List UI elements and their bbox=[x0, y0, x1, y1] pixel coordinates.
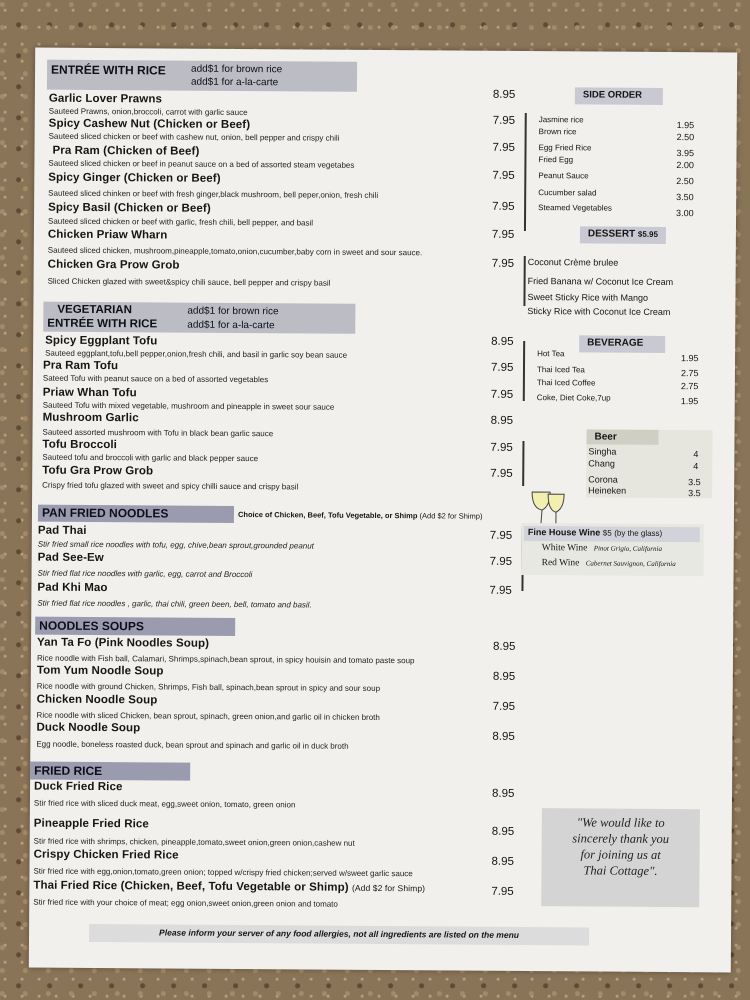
beer-item-name: Heineken bbox=[588, 485, 627, 496]
wine-title: Fine House Wine bbox=[527, 527, 601, 538]
side-item-name: Fried Egg bbox=[538, 155, 574, 165]
menu-item-name: Spicy Ginger (Chicken or Beef) bbox=[48, 171, 221, 185]
noodles-title: PAN FRIED NOODLES bbox=[41, 505, 169, 521]
menu-item-desc: Stir fried rice with your choice of meat; egg onion,sweet onion,green onion and tomato bbox=[33, 897, 338, 909]
menu-item-price: 7.95 bbox=[492, 700, 516, 713]
side-item-name: Cucumber salad bbox=[538, 188, 597, 198]
menu-page bbox=[29, 48, 737, 973]
side-item-name: Peanut Sauce bbox=[538, 171, 589, 181]
beverage-item-price: 1.95 bbox=[680, 396, 699, 407]
menu-item-desc: Stir fried rice with sliced duck meat, egg,sweet onion, tomato, green onion bbox=[33, 798, 296, 810]
beer-title: Beer bbox=[594, 431, 617, 443]
menu-item-name: Pra Ram Tofu bbox=[42, 359, 119, 373]
vegetarian-note-alacarte: add$1 for a-la-carte bbox=[187, 319, 275, 332]
thank-you-box bbox=[541, 808, 700, 907]
column-divider bbox=[523, 341, 525, 401]
thank-you-line: Thai Cottage". bbox=[583, 863, 658, 878]
menu-item-desc: Sateed Tofu with peanut sauce on a bed of assorted vegetables bbox=[42, 373, 269, 385]
thank-you-line: for joining us at bbox=[580, 847, 661, 862]
menu-item-price: 8.95 bbox=[493, 640, 516, 653]
menu-item-price: 7.95 bbox=[489, 584, 512, 597]
beer-item-name: Chang bbox=[588, 458, 615, 469]
menu-item-name: Mushroom Garlic bbox=[42, 411, 139, 425]
dessert-item: Sticky Rice with Coconut Ice Cream bbox=[527, 306, 671, 318]
dessert-item: Sweet Sticky Rice with Mango bbox=[527, 292, 649, 303]
menu-item-price: 7.95 bbox=[491, 228, 515, 241]
side-item-price: 2.00 bbox=[676, 160, 694, 171]
menu-item-desc: Sauteed sliced chicken or beef with cashew nut, onion, bell pepper and crispy chili bbox=[48, 131, 340, 143]
wine-item bbox=[542, 543, 662, 554]
menu-item-name: Spicy Basil (Chicken or Beef) bbox=[48, 201, 211, 215]
menu-item-desc: Stir fried flat rice noodles , garlic, thai chili, green been, bell, tomato and basil. bbox=[37, 598, 312, 610]
column-divider bbox=[522, 441, 524, 486]
menu-item-price: 7.95 bbox=[492, 169, 515, 182]
side-item-name: Jasmine rice bbox=[538, 115, 584, 125]
menu-item-price: 7.95 bbox=[492, 141, 515, 154]
beverage-title: BEVERAGE bbox=[587, 337, 644, 349]
side-item-price: 3.00 bbox=[676, 208, 694, 219]
allergy-footer bbox=[89, 924, 589, 945]
wine-note: (by the glass) bbox=[614, 528, 663, 538]
wine-item-desc: Pinot Grigio, California bbox=[593, 544, 663, 553]
menu-item-price: 7.95 bbox=[490, 361, 514, 374]
menu-item-desc: Sauteed sliced chicken or beef in peanut sauce on a bed of assorted steam vegetabes bbox=[48, 158, 355, 170]
column-divider bbox=[524, 113, 526, 231]
menu-item-desc: Crispy fried tofu glazed with sweet and spicy chilli sauce and crispy basil bbox=[42, 480, 299, 492]
menu-item-price: 7.95 bbox=[492, 114, 516, 127]
beverage-item-price: 1.95 bbox=[681, 353, 699, 364]
menu-item-price: 8.95 bbox=[490, 414, 514, 427]
dessert-title: DESSERT bbox=[587, 228, 636, 240]
vegetarian-subtitle: ENTRÉE WITH RICE bbox=[47, 317, 158, 331]
menu-item-name: Tofu Broccoli bbox=[42, 438, 118, 452]
beverage-item-name: Thai Iced Coffee bbox=[536, 378, 596, 388]
menu-item-name: Crispy Chicken Fried Rice bbox=[33, 848, 179, 862]
menu-item-desc: Stir fried rice with shrimps, chicken, pineapple,tomato,sweet onion,green onion,cashew nut bbox=[33, 836, 355, 848]
menu-item-price: 7.95 bbox=[491, 257, 515, 270]
side-item-price: 3.50 bbox=[676, 192, 694, 203]
side-order-header bbox=[575, 87, 663, 105]
menu-item-price: 7.95 bbox=[491, 885, 514, 898]
column-divider bbox=[523, 256, 525, 306]
menu-item-name: Duck Noodle Soup bbox=[36, 721, 141, 735]
menu-item-price: 8.95 bbox=[491, 855, 514, 868]
menu-item-desc: Sauteed sliced chicken, mushroom,pineapple,tomato,onion,cucumber,baby corn in sweet and sour sauce. bbox=[47, 245, 423, 258]
side-item-price: 3.95 bbox=[676, 148, 695, 159]
menu-item-desc: Stir fried flat rice noodles with garlic, egg, carrot and Broccoli bbox=[37, 568, 253, 580]
menu-item-desc: Rice noodle with sliced Chicken, bean sprout, spinach, green onion,and garlic oil in chicken broth bbox=[36, 710, 380, 722]
menu-item-name: Pineapple Fried Rice bbox=[33, 817, 149, 831]
menu-item-desc: Sauteed eggplant,tofu,bell pepper,onion,fresh chili, and basil in garlic soy bean sauce bbox=[45, 348, 348, 360]
fried-rice-title: FRIED RICE bbox=[34, 763, 103, 779]
menu-item-price: 7.95 bbox=[492, 200, 515, 213]
menu-item-name: Chicken Gra Prow Grob bbox=[47, 258, 180, 272]
wine-item-desc: Cabernet Sauvignon, California bbox=[585, 559, 676, 569]
wine-price: $5 bbox=[602, 528, 612, 538]
menu-item-desc: Rice noodle with ground Chicken, Shrimps, Fish ball, spinach,bean sprout in spicy and sour soup bbox=[36, 681, 381, 693]
menu-item-name: Pad Khi Mao bbox=[37, 581, 108, 595]
menu-item-price: 7.95 bbox=[490, 467, 513, 480]
menu-item-desc: Sauteed assorted mushroom with Tofu in black bean garlic sauce bbox=[42, 427, 274, 439]
noodles-header bbox=[38, 505, 234, 523]
side-item-name: Brown rice bbox=[538, 127, 577, 137]
side-order-title: SIDE ORDER bbox=[582, 89, 643, 101]
entree-note-alacarte: add$1 for a-la-carte bbox=[190, 76, 279, 89]
wine-item bbox=[542, 558, 676, 569]
noodles-note bbox=[238, 510, 483, 521]
vegetarian-title: VEGETARIAN bbox=[57, 303, 132, 317]
menu-item-name: Tom Yum Noodle Soup bbox=[36, 664, 164, 678]
menu-item-name: Chicken Noodle Soup bbox=[36, 693, 158, 707]
beer-item-price: 4 bbox=[693, 461, 699, 472]
vegetarian-note-brown: add$1 for brown rice bbox=[187, 305, 279, 318]
fried-rice-header bbox=[30, 762, 190, 781]
entree-title: ENTRÉE WITH RICE bbox=[51, 62, 166, 78]
menu-item-name: Tofu Gra Prow Grob bbox=[42, 464, 154, 478]
beer-item-price: 4 bbox=[693, 449, 699, 460]
menu-item-name: Chicken Priaw Wharn bbox=[47, 228, 168, 242]
menu-item-name-text: Thai Fried Rice (Chicken, Beef, Tofu Vegetable or Shimp) bbox=[33, 879, 349, 894]
thank-you-line: sincerely thank you bbox=[572, 831, 670, 847]
menu-item-price: 8.95 bbox=[492, 88, 516, 101]
menu-item-price: 8.95 bbox=[491, 787, 515, 800]
entree-header bbox=[47, 60, 357, 92]
menu-item-desc: Sauteed sliced chicken or beef with garlic, fresh chili, bell pepper, and basil bbox=[47, 216, 314, 228]
menu-item-desc: Sauteed Tofu with mixed vegetable, mushroom and pineapple in sweet sour sauce bbox=[42, 400, 335, 412]
wine-glasses-icon bbox=[528, 486, 568, 528]
dessert-header bbox=[580, 226, 666, 244]
wine-item-name: White Wine bbox=[541, 543, 588, 554]
menu-item-price: 7.95 bbox=[489, 555, 513, 568]
menu-item-name: Spicy Eggplant Tofu bbox=[45, 334, 158, 348]
beer-item-name: Singha bbox=[588, 446, 617, 457]
beverage-item-price: 2.75 bbox=[680, 381, 699, 392]
menu-item-desc: Sauteed tofu and broccoli with garlic and black pepper sauce bbox=[42, 452, 259, 464]
dessert-item: Fried Banana w/ Coconut Ice Cream bbox=[527, 276, 674, 288]
beer-item-name: Corona bbox=[588, 474, 618, 485]
allergy-footer-text: Please inform your server of any food allergies, not all ingredients are listed on the menu bbox=[159, 927, 520, 940]
menu-item-name bbox=[33, 880, 425, 895]
entree-note-brown: add$1 for brown rice bbox=[191, 63, 283, 76]
menu-item-name: Pad Thai bbox=[37, 524, 87, 537]
beverage-header bbox=[579, 335, 665, 353]
menu-item-desc: Sauteed Prawns, onion,broccoli, carrot with garlic sauce bbox=[48, 106, 248, 118]
vegetarian-header bbox=[43, 302, 355, 334]
soups-header bbox=[35, 617, 235, 636]
wine-header bbox=[524, 526, 700, 542]
menu-item-name: Spicy Cashew Nut (Chicken or Beef) bbox=[48, 117, 251, 132]
menu-item-name: Garlic Lover Prawns bbox=[48, 92, 163, 106]
wine-item-name: Red Wine bbox=[541, 558, 580, 569]
menu-item-price: 8.95 bbox=[492, 730, 515, 743]
menu-item-price: 8.95 bbox=[491, 335, 514, 348]
beverage-item-name: Hot Tea bbox=[537, 349, 565, 359]
menu-item-price: 7.95 bbox=[490, 388, 514, 401]
menu-item-name: Priaw Whan Tofu bbox=[42, 386, 137, 400]
menu-item-name: Pad See-Ew bbox=[37, 551, 104, 565]
menu-item-name-extra: (Add $2 for Shimp) bbox=[351, 882, 426, 894]
soups-title: NOODLES SOUPS bbox=[39, 618, 144, 634]
side-item-name: Egg Fried Rice bbox=[538, 143, 592, 153]
menu-item-price: 7.95 bbox=[490, 441, 513, 454]
menu-item-desc: Sliced Chicken glazed with sweet&spicy chili sauce, bell pepper and crispy basil bbox=[47, 276, 331, 288]
beer-item-price: 3.5 bbox=[688, 488, 701, 499]
menu-item-desc: Stir fried small rice noodles with tofu, egg, chive,bean sprout,grounded peanut bbox=[37, 539, 314, 551]
menu-item-price: 7.95 bbox=[489, 529, 513, 542]
dessert-item: Coconut Crème brulee bbox=[527, 257, 619, 268]
menu-item-name: Yan Ta Fo (Pink Noodles Soup) bbox=[37, 636, 210, 650]
beverage-item-price: 2.75 bbox=[680, 368, 699, 379]
side-item-price: 1.95 bbox=[676, 120, 695, 131]
menu-item-desc: Stir fried rice with egg,onion,tomato,green onion; topped w/crispy fried chicken;served w/sweet garlic sauce bbox=[33, 866, 413, 879]
beverage-item-name: Coke, Diet Coke,7up bbox=[536, 393, 611, 403]
menu-item-desc: Egg noodle, boneless roasted duck, bean sprout and spinach and garlic oil in duck broth bbox=[36, 739, 349, 751]
menu-item-name: Duck Fried Rice bbox=[34, 780, 123, 794]
menu-item-desc: Rice noodle with Fish ball, Calamari, Shrimps,spinach,bean sprout, in spicy houisin and tomato paste soup bbox=[36, 653, 415, 666]
menu-item-price: 8.95 bbox=[492, 670, 516, 683]
noodles-choice-note: Choice of Chicken, Beef, Tofu Vegetable, or Shimp bbox=[237, 509, 418, 521]
thank-you-line: "We would like to bbox=[576, 815, 665, 830]
beer-item-price: 3.5 bbox=[688, 477, 701, 488]
menu-item-name: Pra Ram (Chicken of Beef) bbox=[52, 144, 200, 158]
menu-item-desc: Sauteed sliced chinken or beef with fresh ginger,black mushroom, bell peper,onion, fresh chili bbox=[48, 188, 379, 200]
side-item-price: 2.50 bbox=[676, 176, 694, 187]
beer-header bbox=[586, 429, 658, 445]
side-item-price: 2.50 bbox=[676, 132, 695, 143]
beverage-item-name: Thai Iced Tea bbox=[536, 365, 585, 375]
menu-item-price: 8.95 bbox=[491, 825, 515, 838]
dessert-price: $5.95 bbox=[637, 229, 659, 239]
side-item-name: Steamed Vegetables bbox=[538, 203, 612, 213]
noodles-choice-extra: (Add $2 for Shimp) bbox=[419, 511, 483, 521]
